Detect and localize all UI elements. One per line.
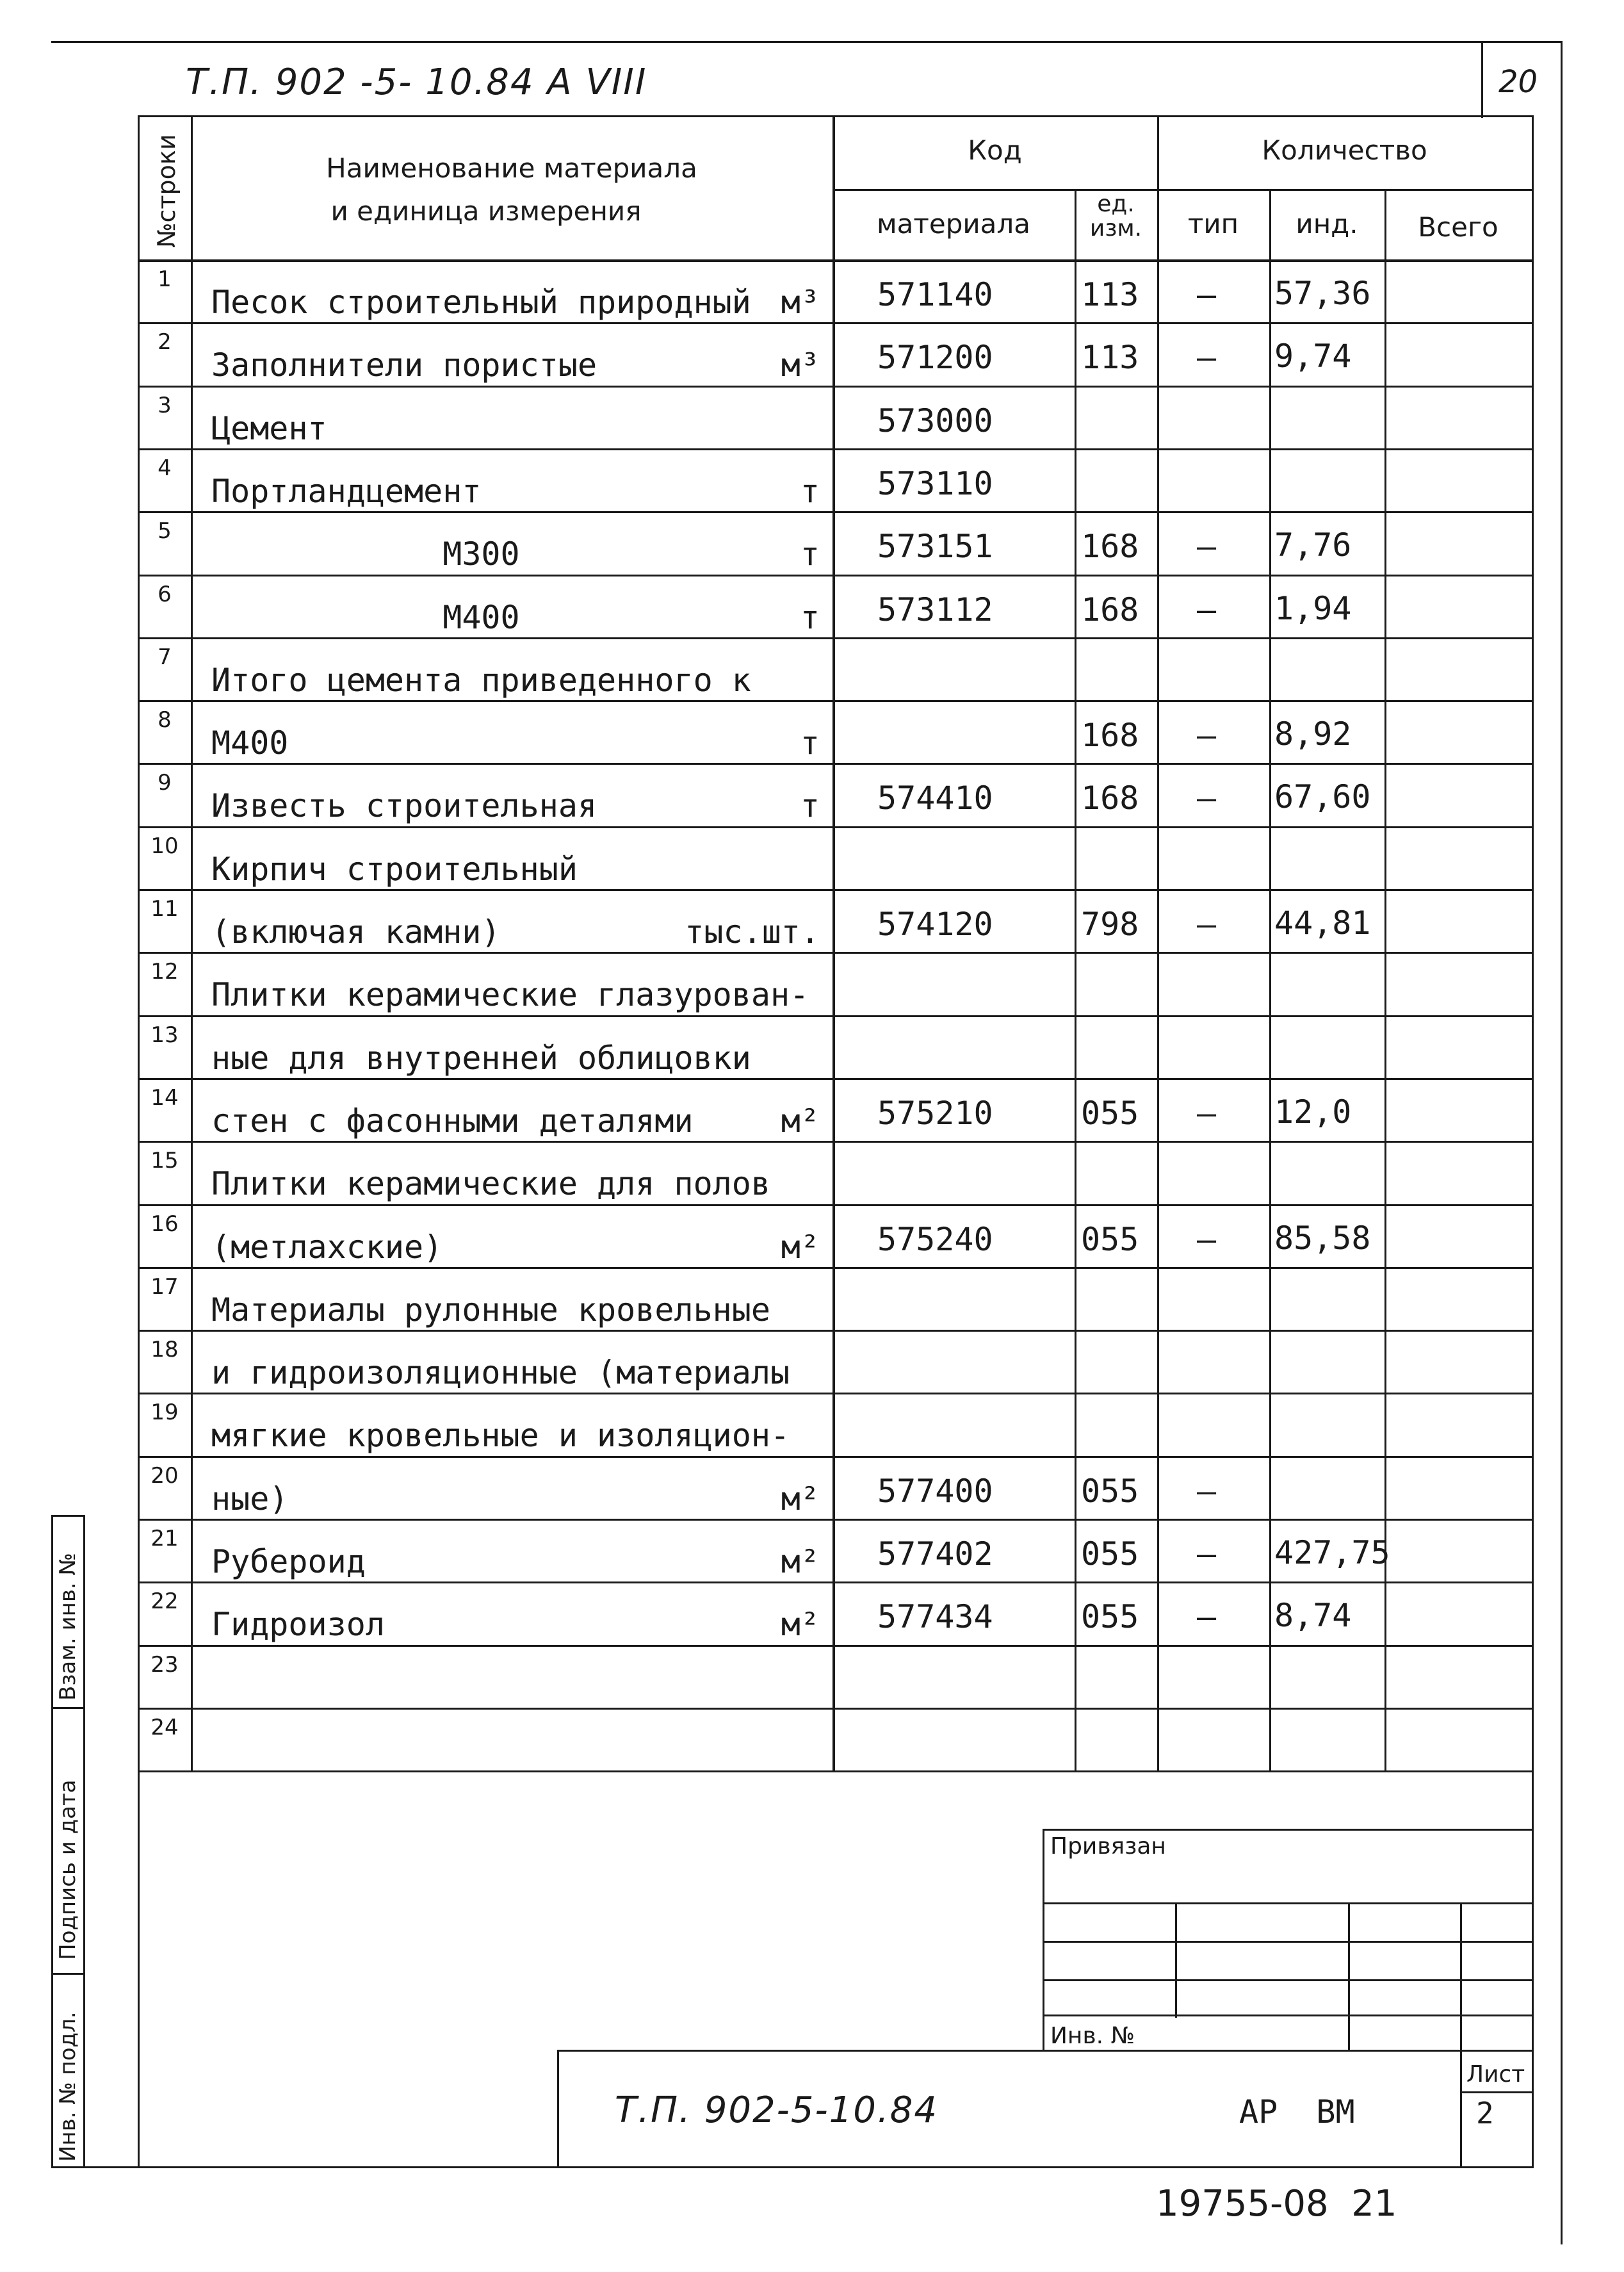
row-number: 21 — [150, 1526, 179, 1551]
row-material-name: Известь строительная — [211, 787, 597, 825]
header-code-material: материала — [876, 208, 1030, 240]
title-stamp-sheet-line — [1460, 2091, 1534, 2093]
table-top — [138, 115, 1534, 117]
header-name-line1: Наименование материала — [326, 152, 697, 184]
row-number: 5 — [158, 518, 172, 544]
row-material-code: 573112 — [877, 591, 993, 628]
row-unit: м² — [781, 1606, 820, 1644]
side-stamp-sep-1 — [51, 1515, 85, 1517]
side-stamp-sep-3 — [51, 1973, 85, 1975]
row-number: 20 — [150, 1462, 179, 1489]
row-material-code: 571200 — [877, 339, 993, 377]
row-number: 24 — [150, 1714, 179, 1740]
row-material-name: Плитки керамические глазурован- — [211, 976, 809, 1014]
privyazan-top — [1043, 1829, 1534, 1831]
row-line — [138, 1330, 1534, 1332]
row-unit-code: 055 — [1081, 1094, 1139, 1132]
row-material-code: 577434 — [877, 1598, 993, 1636]
row-unit: м² — [781, 1543, 820, 1580]
side-stamp-left-border — [51, 1515, 53, 2167]
row-number: 13 — [150, 1022, 179, 1048]
row-unit: м² — [781, 1480, 820, 1517]
vzam-inv-label: Взам. инв. № — [55, 1553, 81, 1701]
row-line — [138, 763, 1534, 765]
privyazan-label: Привязан — [1050, 1833, 1166, 1859]
row-material-code: 577400 — [877, 1472, 993, 1510]
row-unit-code: 055 — [1081, 1472, 1139, 1510]
row-material-code: 574120 — [877, 906, 993, 943]
header-qty-type: тип — [1187, 208, 1239, 240]
row-line — [138, 1267, 1534, 1269]
stamp-section: АР ВМ — [1239, 2093, 1355, 2130]
frame-bottom — [51, 2166, 1534, 2168]
row-line — [138, 1393, 1534, 1394]
row-line — [138, 952, 1534, 954]
row-qty-type: – — [1197, 1535, 1217, 1573]
row-unit-code: 055 — [1081, 1220, 1139, 1258]
header-code-unit: ед. изм. — [1089, 191, 1142, 241]
row-material-name: М400 — [211, 598, 520, 636]
row-line — [138, 1204, 1534, 1206]
row-unit: т — [800, 535, 820, 573]
row-material-code: 574410 — [877, 780, 993, 817]
row-qty-ind: 7,76 — [1274, 527, 1352, 564]
row-line — [138, 448, 1534, 450]
row-unit-code: 113 — [1081, 276, 1139, 313]
right-border — [1561, 41, 1563, 2244]
sheet-label: Лист — [1466, 2061, 1525, 2088]
row-line — [138, 1015, 1534, 1017]
row-material-name: ные) — [211, 1480, 289, 1517]
row-line — [138, 511, 1534, 513]
row-unit: м³ — [781, 347, 820, 384]
row-qty-ind: 67,60 — [1274, 778, 1371, 816]
inv-no-label: Инв. № — [1050, 2023, 1135, 2049]
row-unit-code: 113 — [1081, 339, 1139, 377]
row-number: 19 — [150, 1400, 179, 1426]
col-line-3 — [1075, 189, 1076, 1770]
side-stamp-sep-2 — [51, 1707, 85, 1709]
col-line-2 — [832, 115, 835, 1770]
row-material-name: М400 — [211, 724, 289, 762]
row-unit: т — [800, 787, 820, 825]
frame-left-lower — [138, 1710, 140, 2168]
row-qty-ind: 44,81 — [1274, 904, 1371, 942]
row-unit: т — [800, 472, 820, 510]
privyazan-col-3 — [1460, 1902, 1462, 2050]
row-material-code: 575240 — [877, 1220, 993, 1258]
row-number: 11 — [150, 896, 179, 922]
header-code: Код — [968, 135, 1022, 166]
col-line-6 — [1384, 189, 1386, 1770]
row-material-name: мягкие кровельные и изоляцион- — [211, 1417, 790, 1455]
row-material-name: М300 — [211, 535, 520, 573]
row-unit-code: 168 — [1081, 717, 1139, 755]
privyazan-col-1 — [1175, 1902, 1177, 2018]
row-unit: т — [800, 598, 820, 636]
row-number: 23 — [150, 1651, 179, 1678]
header-bottom-line — [138, 259, 1534, 262]
row-line — [138, 1456, 1534, 1458]
row-material-name: Портландцемент — [211, 472, 482, 510]
row-unit-code: 168 — [1081, 591, 1139, 628]
row-qty-ind: 427,75 — [1274, 1534, 1390, 1571]
col-line-5 — [1269, 189, 1271, 1770]
row-line — [138, 1708, 1534, 1710]
row-number: 9 — [158, 770, 172, 796]
page-number-divider — [1481, 41, 1483, 118]
row-material-name: (метлахские) — [211, 1228, 443, 1266]
col-line-1 — [191, 115, 193, 1770]
col-line-0 — [138, 115, 140, 1770]
header-qty-ind: инд. — [1295, 208, 1358, 240]
row-material-name: Плитки керамические для полов — [211, 1165, 770, 1203]
row-material-code: 573151 — [877, 528, 993, 566]
row-number: 16 — [150, 1211, 179, 1237]
row-qty-type: – — [1197, 780, 1217, 817]
row-qty-type: – — [1197, 276, 1217, 313]
row-line — [138, 889, 1534, 891]
row-number: 6 — [158, 581, 172, 607]
row-qty-ind: 8,92 — [1274, 715, 1352, 753]
row-line — [138, 322, 1534, 324]
row-material-name: Материалы рулонные кровельные — [211, 1291, 770, 1328]
title-stamp-right — [1532, 1374, 1534, 2168]
row-qty-ind: 1,94 — [1274, 589, 1352, 627]
row-number: 4 — [158, 455, 172, 481]
row-qty-type: – — [1197, 1472, 1217, 1510]
row-qty-ind: 9,74 — [1274, 338, 1352, 375]
row-material-name: (включая камни) — [211, 913, 501, 951]
footer-number: 19755-08 21 — [1156, 2183, 1397, 2225]
inv-podl-label: Инв. № подл. — [55, 2011, 81, 2162]
row-unit: т — [800, 724, 820, 762]
row-line — [138, 700, 1534, 702]
row-number: 18 — [150, 1337, 179, 1363]
row-number: 12 — [150, 959, 179, 985]
row-unit: м³ — [781, 284, 820, 321]
row-line — [138, 1770, 1534, 1772]
row-material-name: Заполнители пористые — [211, 347, 597, 384]
side-stamp-mid-border — [83, 1515, 85, 2167]
row-number: 10 — [150, 833, 179, 859]
row-material-name: Песок строительный природный — [211, 284, 751, 321]
row-qty-ind: 8,74 — [1274, 1597, 1352, 1635]
row-line — [138, 1645, 1534, 1647]
row-line — [138, 1519, 1534, 1521]
row-number: 8 — [158, 707, 172, 733]
doc-code-header: Т.П. 902 -5- 10.84 А VIII — [186, 61, 647, 103]
row-qty-type: – — [1197, 1220, 1217, 1258]
row-material-name: Цемент — [211, 409, 327, 447]
podpis-data-label: Подпись и дата — [55, 1779, 81, 1960]
row-qty-type: – — [1197, 339, 1217, 377]
row-number: 2 — [158, 329, 172, 356]
row-qty-ind: 85,58 — [1274, 1219, 1371, 1257]
privyazan-col-2 — [1348, 1902, 1350, 2050]
header-name-line2: и единица измерения — [330, 195, 642, 227]
row-line — [138, 1078, 1534, 1080]
privyazan-left — [1043, 1829, 1044, 2050]
row-material-code: 571140 — [877, 276, 993, 313]
row-line — [138, 575, 1534, 576]
row-material-name: ные для внутренней облицовки — [211, 1039, 751, 1077]
row-line — [138, 637, 1534, 639]
row-material-name: Гидроизол — [211, 1606, 385, 1644]
stamp-code: Т.П. 902-5-10.84 — [615, 2089, 938, 2131]
row-qty-type: – — [1197, 717, 1217, 755]
page-number: 20 — [1498, 64, 1538, 100]
row-qty-type: – — [1197, 591, 1217, 628]
row-material-code: 573110 — [877, 464, 993, 502]
row-number: 3 — [158, 392, 172, 418]
row-material-name: Итого цемента приведенного к — [211, 661, 751, 699]
row-qty-ind: 57,36 — [1274, 275, 1371, 312]
row-qty-ind: 12,0 — [1274, 1093, 1352, 1131]
row-material-code: 575210 — [877, 1094, 993, 1132]
top-border — [51, 41, 1563, 43]
row-number: 7 — [158, 644, 172, 670]
row-material-name: и гидроизоляционные (материалы — [211, 1354, 790, 1392]
row-line — [138, 1581, 1534, 1583]
row-material-name: Кирпич строительный — [211, 850, 578, 888]
row-unit-code: 055 — [1081, 1535, 1139, 1573]
row-qty-type: – — [1197, 1094, 1217, 1132]
row-material-code: 577402 — [877, 1535, 993, 1573]
header-row-number: №строки — [152, 134, 181, 248]
row-number: 15 — [150, 1148, 179, 1174]
row-qty-type: – — [1197, 1598, 1217, 1636]
row-line — [138, 1141, 1534, 1143]
title-stamp-left — [557, 2050, 559, 2168]
row-line — [138, 826, 1534, 828]
row-material-code: 573000 — [877, 402, 993, 439]
row-number: 17 — [150, 1273, 179, 1300]
header-qty: Количество — [1262, 135, 1427, 166]
header-mid-line — [832, 189, 1534, 191]
row-unit: м² — [781, 1102, 820, 1140]
row-number: 22 — [150, 1589, 179, 1615]
row-unit-code: 798 — [1081, 906, 1139, 943]
row-unit-code: 055 — [1081, 1598, 1139, 1636]
row-unit: м² — [781, 1228, 820, 1266]
row-qty-type: – — [1197, 906, 1217, 943]
row-material-name: Рубероид — [211, 1543, 366, 1580]
row-unit: тыс.шт. — [685, 913, 820, 951]
title-stamp-top — [557, 2050, 1534, 2052]
row-number: 1 — [158, 266, 172, 292]
header-qty-total: Всего — [1418, 211, 1498, 243]
row-material-name: стен с фасонными деталями — [211, 1102, 694, 1140]
row-qty-type: – — [1197, 528, 1217, 566]
col-line-4 — [1157, 115, 1159, 1770]
title-stamp-sheet-divider — [1460, 2050, 1462, 2168]
row-unit-code: 168 — [1081, 780, 1139, 817]
row-unit-code: 168 — [1081, 528, 1139, 566]
row-number: 14 — [150, 1084, 179, 1111]
sheet-number: 2 — [1476, 2096, 1494, 2130]
row-line — [138, 386, 1534, 388]
